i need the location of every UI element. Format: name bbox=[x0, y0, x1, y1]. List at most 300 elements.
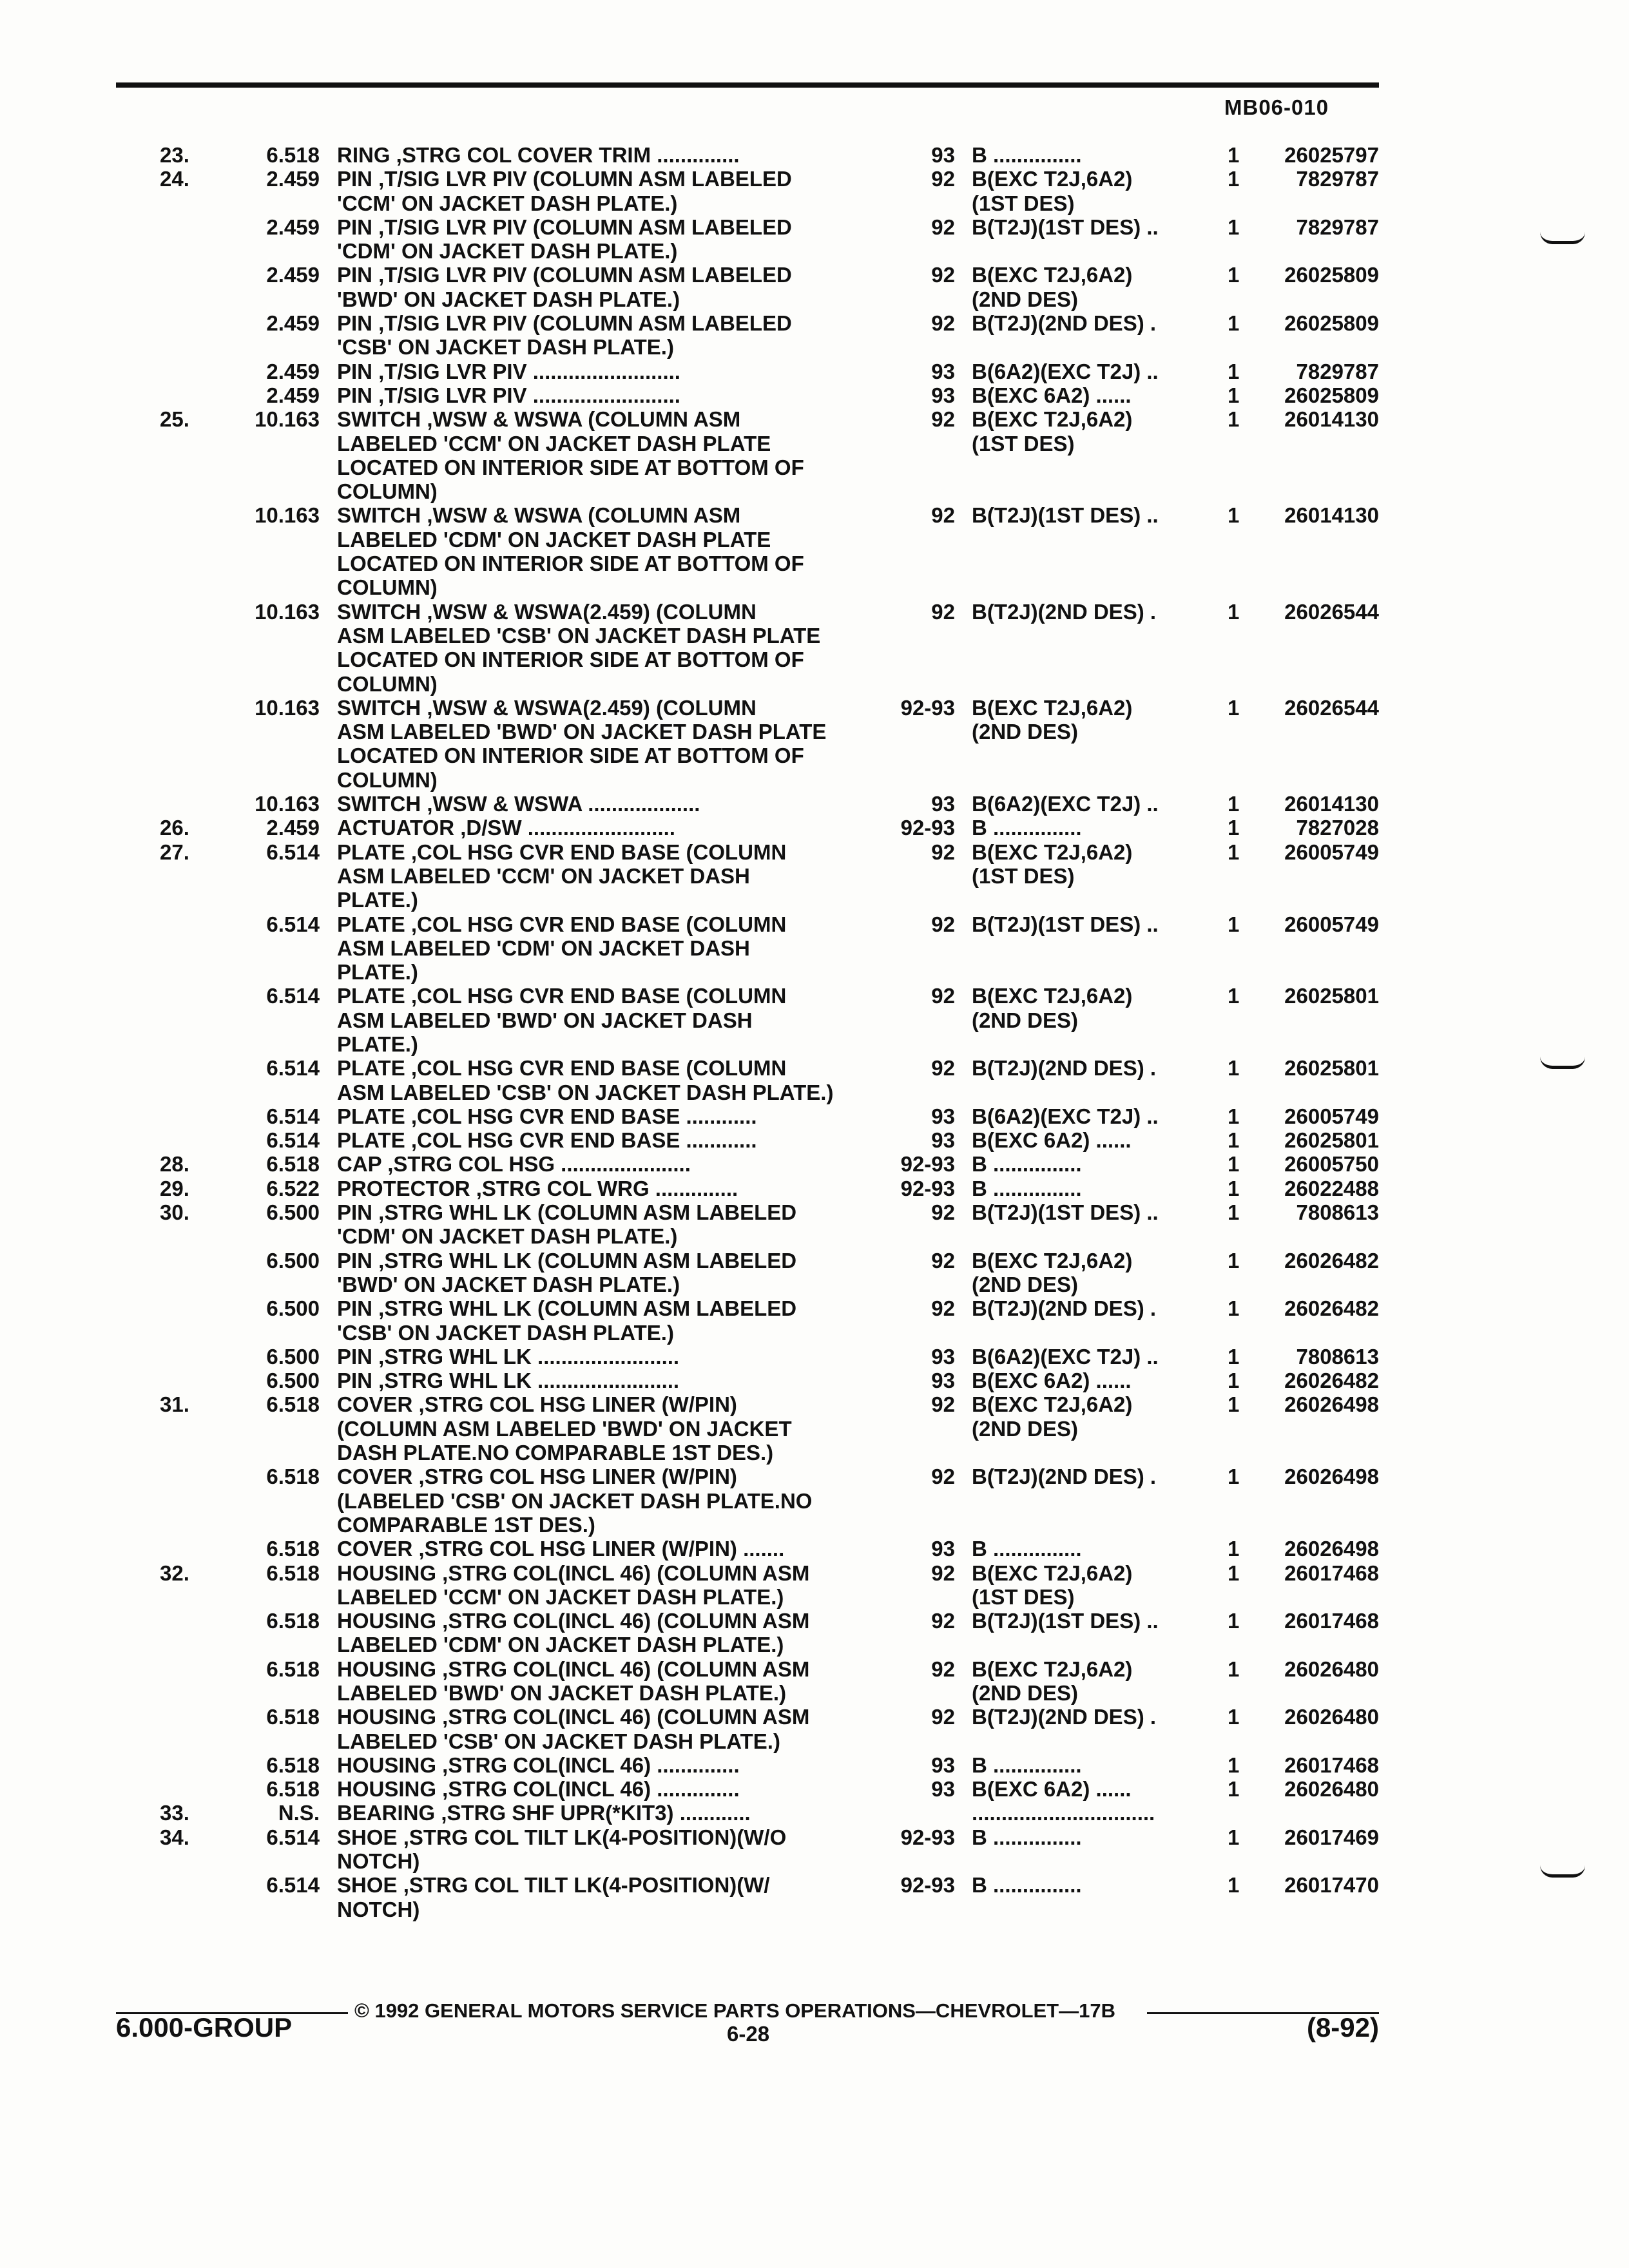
group-number: 6.518 bbox=[266, 1537, 320, 1561]
group-number: 2.459 bbox=[266, 816, 320, 840]
part-number: 26026498 bbox=[1284, 1537, 1379, 1561]
part-description: 'BWD' ON JACKET DASH PLATE.) bbox=[337, 1272, 680, 1296]
parts-row bbox=[0, 167, 1629, 191]
model-year: 92-93 bbox=[900, 695, 955, 720]
parts-row bbox=[0, 1032, 1629, 1056]
quantity: 1 bbox=[1228, 383, 1240, 407]
ref-number: 32. bbox=[160, 1561, 189, 1585]
parts-row bbox=[0, 287, 1629, 311]
parts-row bbox=[0, 1513, 1629, 1537]
quantity: 1 bbox=[1228, 503, 1240, 528]
series-code: B(EXC 6A2) ...... bbox=[972, 1777, 1132, 1802]
part-number: 7829787 bbox=[1296, 215, 1379, 239]
part-number: 26025801 bbox=[1284, 984, 1379, 1008]
part-description: PLATE ,COL HSG CVR END BASE (COLUMN bbox=[337, 840, 787, 864]
parts-row bbox=[0, 1849, 1629, 1873]
part-number: 7808613 bbox=[1296, 1344, 1379, 1369]
parts-row bbox=[0, 1081, 1629, 1104]
quantity: 1 bbox=[1228, 311, 1240, 336]
series-code: (1ST DES) bbox=[972, 431, 1075, 456]
part-description: 'CDM' ON JACKET DASH PLATE.) bbox=[337, 1224, 678, 1249]
model-year: 92-93 bbox=[900, 1152, 955, 1177]
ref-number: 29. bbox=[160, 1176, 189, 1200]
part-description: PIN ,T/SIG LVR PIV ......................... bbox=[337, 359, 680, 383]
part-description: LABELED 'CDM' ON JACKET DASH PLATE bbox=[337, 527, 771, 552]
series-code: B(EXC T2J,6A2) bbox=[972, 407, 1133, 432]
series-code: B(6A2)(EXC T2J) .. bbox=[972, 359, 1159, 383]
part-description: PIN ,STRG WHL LK (COLUMN ASM LABELED bbox=[337, 1296, 797, 1321]
quantity: 1 bbox=[1228, 167, 1240, 191]
group-number: 10.163 bbox=[255, 695, 320, 720]
part-description: HOUSING ,STRG COL(INCL 46) .............. bbox=[337, 1753, 740, 1777]
part-description: NOTCH) bbox=[337, 1849, 420, 1874]
part-number: 26017468 bbox=[1284, 1561, 1379, 1585]
group-number: 10.163 bbox=[255, 407, 320, 432]
part-number: 26025809 bbox=[1284, 383, 1379, 407]
part-description: PIN ,STRG WHL LK ........................ bbox=[337, 1344, 680, 1369]
series-code: B(EXC 6A2) ...... bbox=[972, 1369, 1132, 1393]
parts-row bbox=[0, 1825, 1629, 1849]
part-number: 26005749 bbox=[1284, 1104, 1379, 1128]
part-description: PLATE.) bbox=[337, 960, 418, 985]
parts-row bbox=[0, 936, 1629, 960]
group-number: 6.518 bbox=[266, 1657, 320, 1681]
part-description: PLATE ,COL HSG CVR END BASE (COLUMN bbox=[337, 1056, 787, 1081]
model-year: 93 bbox=[931, 792, 955, 816]
part-description: PIN ,T/SIG LVR PIV (COLUMN ASM LABELED bbox=[337, 215, 792, 239]
part-description: 'CCM' ON JACKET DASH PLATE.) bbox=[337, 191, 678, 215]
parts-row bbox=[0, 1801, 1629, 1825]
group-number: 6.514 bbox=[266, 912, 320, 936]
parts-row bbox=[0, 1609, 1629, 1633]
group-number: 6.518 bbox=[266, 1152, 320, 1177]
parts-row bbox=[0, 1177, 1629, 1200]
parts-row bbox=[0, 888, 1629, 912]
group-number: 10.163 bbox=[255, 792, 320, 816]
series-code: B ............... bbox=[972, 1176, 1082, 1200]
model-year: 93 bbox=[931, 1753, 955, 1777]
quantity: 1 bbox=[1228, 816, 1240, 840]
part-number: 26025801 bbox=[1284, 1128, 1379, 1153]
group-number: 6.500 bbox=[266, 1200, 320, 1225]
parts-row bbox=[0, 407, 1629, 431]
part-description: ASM LABELED 'CSB' ON JACKET DASH PLATE.) bbox=[337, 1080, 834, 1104]
ref-number: 31. bbox=[160, 1392, 189, 1417]
series-code: B(T2J)(1ST DES) .. bbox=[972, 503, 1159, 528]
model-year: 92 bbox=[931, 503, 955, 528]
quantity: 1 bbox=[1228, 984, 1240, 1008]
part-number: 7827028 bbox=[1296, 816, 1379, 840]
parts-row bbox=[0, 528, 1629, 552]
quantity: 1 bbox=[1228, 599, 1240, 624]
parts-row bbox=[0, 1321, 1629, 1345]
series-code: B(EXC T2J,6A2) bbox=[972, 695, 1133, 720]
parts-row bbox=[0, 1873, 1629, 1897]
model-year: 93 bbox=[931, 1104, 955, 1128]
model-year: 92 bbox=[931, 984, 955, 1008]
parts-row bbox=[0, 432, 1629, 456]
model-year: 92 bbox=[931, 1248, 955, 1273]
parts-row bbox=[0, 1369, 1629, 1392]
group-number: 6.518 bbox=[266, 1465, 320, 1489]
parts-row bbox=[0, 912, 1629, 936]
part-description: SWITCH ,WSW & WSWA(2.459) (COLUMN bbox=[337, 599, 757, 624]
series-code: B(T2J)(1ST DES) .. bbox=[972, 912, 1159, 936]
part-description: PLATE.) bbox=[337, 888, 418, 912]
group-number: 6.522 bbox=[266, 1176, 320, 1200]
part-number: 26014130 bbox=[1284, 792, 1379, 816]
part-description: (COLUMN ASM LABELED 'BWD' ON JACKET bbox=[337, 1416, 792, 1441]
group-number: 2.459 bbox=[266, 383, 320, 407]
part-description: HOUSING ,STRG COL(INCL 46) (COLUMN ASM bbox=[337, 1705, 810, 1729]
model-year: 92 bbox=[931, 840, 955, 864]
part-number: 26025809 bbox=[1284, 311, 1379, 336]
quantity: 1 bbox=[1228, 1465, 1240, 1489]
parts-row bbox=[0, 1345, 1629, 1369]
parts-row bbox=[0, 1296, 1629, 1320]
quantity: 1 bbox=[1228, 359, 1240, 383]
part-description: PLATE ,COL HSG CVR END BASE ............ bbox=[337, 1128, 757, 1153]
group-number: 6.514 bbox=[266, 1128, 320, 1153]
group-number: 6.518 bbox=[266, 1753, 320, 1777]
footer-copyright: © 1992 GENERAL MOTORS SERVICE PARTS OPERATIONS—CHEVROLET—17B bbox=[354, 1999, 1115, 2022]
group-number: 6.518 bbox=[266, 1392, 320, 1417]
series-code: (1ST DES) bbox=[972, 1584, 1075, 1609]
model-year: 93 bbox=[931, 1777, 955, 1802]
group-number: 6.500 bbox=[266, 1296, 320, 1321]
quantity: 1 bbox=[1228, 215, 1240, 239]
model-year: 92 bbox=[931, 167, 955, 191]
parts-row bbox=[0, 1561, 1629, 1585]
model-year: 93 bbox=[931, 359, 955, 383]
parts-row bbox=[0, 239, 1629, 263]
part-description: ASM LABELED 'BWD' ON JACKET DASH PLATE bbox=[337, 720, 827, 744]
quantity: 1 bbox=[1228, 143, 1240, 167]
ref-number: 33. bbox=[160, 1801, 189, 1825]
series-code: (1ST DES) bbox=[972, 191, 1075, 215]
part-description: PIN ,STRG WHL LK (COLUMN ASM LABELED bbox=[337, 1248, 797, 1273]
series-code: B(T2J)(2ND DES) . bbox=[972, 599, 1157, 624]
parts-row bbox=[0, 984, 1629, 1008]
series-code: B ............... bbox=[972, 1825, 1082, 1849]
part-description: SWITCH ,WSW & WSWA ................... bbox=[337, 792, 700, 816]
part-description: LABELED 'BWD' ON JACKET DASH PLATE.) bbox=[337, 1681, 787, 1705]
parts-row bbox=[0, 215, 1629, 239]
parts-row bbox=[0, 1224, 1629, 1248]
series-code: B(T2J)(2ND DES) . bbox=[972, 1056, 1157, 1081]
model-year: 92-93 bbox=[900, 816, 955, 840]
quantity: 1 bbox=[1228, 263, 1240, 287]
quantity: 1 bbox=[1228, 912, 1240, 936]
ref-number: 26. bbox=[160, 816, 189, 840]
series-code: B(EXC 6A2) ...... bbox=[972, 1128, 1132, 1153]
model-year: 92-93 bbox=[900, 1825, 955, 1849]
group-number: 6.518 bbox=[266, 1705, 320, 1729]
part-description: SHOE ,STRG COL TILT LK(4-POSITION)(W/ bbox=[337, 1873, 770, 1898]
part-description: BEARING ,STRG SHF UPR(*KIT3) ............ bbox=[337, 1801, 751, 1825]
group-number: 2.459 bbox=[266, 263, 320, 287]
group-number: 6.518 bbox=[266, 1609, 320, 1633]
part-description: COVER ,STRG COL HSG LINER (W/PIN) bbox=[337, 1465, 737, 1489]
series-code: B(EXC T2J,6A2) bbox=[972, 167, 1133, 191]
model-year: 93 bbox=[931, 143, 955, 167]
series-code: B(T2J)(1ST DES) .. bbox=[972, 215, 1159, 239]
part-description: LABELED 'CSB' ON JACKET DASH PLATE.) bbox=[337, 1729, 780, 1753]
series-code: B(T2J)(2ND DES) . bbox=[972, 1465, 1157, 1489]
part-description: HOUSING ,STRG COL(INCL 46) (COLUMN ASM bbox=[337, 1657, 810, 1681]
parts-row bbox=[0, 383, 1629, 407]
quantity: 1 bbox=[1228, 1200, 1240, 1225]
parts-row bbox=[0, 479, 1629, 503]
series-code: (2ND DES) bbox=[972, 720, 1079, 744]
model-year: 92 bbox=[931, 311, 955, 336]
model-year: 92 bbox=[931, 1561, 955, 1585]
part-description: COLUMN) bbox=[337, 575, 438, 600]
part-number: 26026482 bbox=[1284, 1369, 1379, 1393]
part-description: LOCATED ON INTERIOR SIDE AT BOTTOM OF bbox=[337, 455, 804, 479]
part-description: LABELED 'CDM' ON JACKET DASH PLATE.) bbox=[337, 1633, 784, 1657]
part-description: LABELED 'CCM' ON JACKET DASH PLATE.) bbox=[337, 1584, 784, 1609]
model-year: 92 bbox=[931, 912, 955, 936]
parts-row bbox=[0, 1152, 1629, 1176]
quantity: 1 bbox=[1228, 1825, 1240, 1849]
quantity: 1 bbox=[1228, 1705, 1240, 1729]
part-description: SWITCH ,WSW & WSWA(2.459) (COLUMN bbox=[337, 695, 757, 720]
part-description: LOCATED ON INTERIOR SIDE AT BOTTOM OF bbox=[337, 552, 804, 576]
part-number: 26005749 bbox=[1284, 840, 1379, 864]
model-year: 92 bbox=[931, 1705, 955, 1729]
series-code: (1ST DES) bbox=[972, 863, 1075, 888]
model-year: 93 bbox=[931, 1128, 955, 1153]
series-code: B(EXC T2J,6A2) bbox=[972, 263, 1133, 287]
parts-row bbox=[0, 335, 1629, 359]
quantity: 1 bbox=[1228, 1369, 1240, 1393]
part-description: COVER ,STRG COL HSG LINER (W/PIN) ....... bbox=[337, 1537, 785, 1561]
parts-row bbox=[0, 1392, 1629, 1416]
parts-row bbox=[0, 1585, 1629, 1609]
part-number: 26026482 bbox=[1284, 1248, 1379, 1273]
footer-page-number: 6-28 bbox=[727, 2022, 770, 2046]
parts-list bbox=[0, 143, 1629, 1921]
parts-row bbox=[0, 1657, 1629, 1681]
series-code: B(6A2)(EXC T2J) .. bbox=[972, 1344, 1159, 1369]
group-number: 2.459 bbox=[266, 311, 320, 336]
quantity: 1 bbox=[1228, 1537, 1240, 1561]
group-number: 6.514 bbox=[266, 1056, 320, 1081]
series-code: B(EXC T2J,6A2) bbox=[972, 984, 1133, 1008]
group-number: 6.500 bbox=[266, 1344, 320, 1369]
part-description: SWITCH ,WSW & WSWA (COLUMN ASM bbox=[337, 407, 741, 432]
parts-row bbox=[0, 1200, 1629, 1224]
series-code: B(EXC T2J,6A2) bbox=[972, 840, 1133, 864]
series-code: B ............... bbox=[972, 1873, 1082, 1898]
parts-row bbox=[0, 456, 1629, 479]
model-year: 93 bbox=[931, 1537, 955, 1561]
parts-row bbox=[0, 1489, 1629, 1513]
group-number: 10.163 bbox=[255, 599, 320, 624]
parts-row bbox=[0, 1417, 1629, 1441]
part-description: PROTECTOR ,STRG COL WRG .............. bbox=[337, 1176, 738, 1200]
ref-number: 28. bbox=[160, 1152, 189, 1177]
quantity: 1 bbox=[1228, 1056, 1240, 1081]
quantity: 1 bbox=[1228, 840, 1240, 864]
part-description: ACTUATOR ,D/SW ......................... bbox=[337, 816, 675, 840]
series-code: B ............... bbox=[972, 1753, 1082, 1777]
part-number: 7829787 bbox=[1296, 359, 1379, 383]
part-description: RING ,STRG COL COVER TRIM .............. bbox=[337, 143, 740, 167]
part-description: (LABELED 'CSB' ON JACKET DASH PLATE.NO bbox=[337, 1488, 813, 1513]
series-code: B ............... bbox=[972, 1537, 1082, 1561]
quantity: 1 bbox=[1228, 1392, 1240, 1417]
group-number: 6.500 bbox=[266, 1369, 320, 1393]
model-year: 92 bbox=[931, 1392, 955, 1417]
ref-number: 25. bbox=[160, 407, 189, 432]
series-code: B ............... bbox=[972, 1152, 1082, 1177]
series-code: B(6A2)(EXC T2J) .. bbox=[972, 792, 1159, 816]
quantity: 1 bbox=[1228, 1104, 1240, 1128]
quantity: 1 bbox=[1228, 1609, 1240, 1633]
part-description: COVER ,STRG COL HSG LINER (W/PIN) bbox=[337, 1392, 737, 1417]
part-description: COLUMN) bbox=[337, 671, 438, 696]
page-id: MB06-010 bbox=[1224, 95, 1329, 119]
series-code: B(T2J)(2ND DES) . bbox=[972, 1296, 1157, 1321]
part-number: 26025797 bbox=[1284, 143, 1379, 167]
series-code: (2ND DES) bbox=[972, 1272, 1079, 1296]
series-code: B ............... bbox=[972, 816, 1082, 840]
parts-row bbox=[0, 672, 1629, 696]
model-year: 92 bbox=[931, 215, 955, 239]
model-year: 92-93 bbox=[900, 1176, 955, 1200]
part-number: 26005749 bbox=[1284, 912, 1379, 936]
series-code: (2ND DES) bbox=[972, 1008, 1079, 1032]
parts-row bbox=[0, 191, 1629, 215]
series-code: B ............... bbox=[972, 143, 1082, 167]
parts-row bbox=[0, 1128, 1629, 1152]
ref-number: 23. bbox=[160, 143, 189, 167]
series-code: (2ND DES) bbox=[972, 1681, 1079, 1705]
part-number: 26026498 bbox=[1284, 1392, 1379, 1417]
part-number: 26025809 bbox=[1284, 263, 1379, 287]
parts-row bbox=[0, 311, 1629, 335]
parts-row bbox=[0, 1441, 1629, 1465]
quantity: 1 bbox=[1228, 1248, 1240, 1273]
part-description: COLUMN) bbox=[337, 767, 438, 792]
model-year: 92 bbox=[931, 1657, 955, 1681]
series-code: B(EXC T2J,6A2) bbox=[972, 1392, 1133, 1417]
series-code: B(T2J)(1ST DES) .. bbox=[972, 1200, 1159, 1225]
part-number: 26014130 bbox=[1284, 407, 1379, 432]
model-year: 92 bbox=[931, 1200, 955, 1225]
group-number: 2.459 bbox=[266, 167, 320, 191]
part-description: 'CSB' ON JACKET DASH PLATE.) bbox=[337, 335, 674, 360]
part-description: COMPARABLE 1ST DES.) bbox=[337, 1512, 595, 1537]
part-number: 26005750 bbox=[1284, 1152, 1379, 1177]
footer-group: 6.000-GROUP bbox=[116, 2012, 293, 2042]
parts-row bbox=[0, 263, 1629, 287]
parts-row bbox=[0, 1008, 1629, 1032]
parts-row bbox=[0, 575, 1629, 599]
parts-row bbox=[0, 1273, 1629, 1296]
parts-row bbox=[0, 648, 1629, 671]
parts-row bbox=[0, 1104, 1629, 1128]
part-number: 26026482 bbox=[1284, 1296, 1379, 1321]
quantity: 1 bbox=[1228, 1561, 1240, 1585]
margin-mark bbox=[1540, 1865, 1585, 1878]
parts-row bbox=[0, 816, 1629, 840]
parts-row bbox=[0, 840, 1629, 864]
series-code: B(T2J)(2ND DES) . bbox=[972, 311, 1157, 336]
parts-row bbox=[0, 1249, 1629, 1273]
part-number: 26026480 bbox=[1284, 1705, 1379, 1729]
group-number: 6.514 bbox=[266, 984, 320, 1008]
part-number: 26017468 bbox=[1284, 1609, 1379, 1633]
margin-mark bbox=[1540, 1057, 1585, 1069]
model-year: 92 bbox=[931, 1609, 955, 1633]
part-description: PIN ,T/SIG LVR PIV ......................... bbox=[337, 383, 680, 407]
part-number: 26026498 bbox=[1284, 1465, 1379, 1489]
part-number: 26017468 bbox=[1284, 1753, 1379, 1777]
model-year: 93 bbox=[931, 1344, 955, 1369]
parts-row bbox=[0, 503, 1629, 527]
parts-row bbox=[0, 600, 1629, 624]
part-description: LOCATED ON INTERIOR SIDE AT BOTTOM OF bbox=[337, 648, 804, 672]
series-code: B(T2J)(1ST DES) .. bbox=[972, 1609, 1159, 1633]
series-code: B(T2J)(2ND DES) . bbox=[972, 1705, 1157, 1729]
part-number: 26017470 bbox=[1284, 1873, 1379, 1898]
part-description: PLATE.) bbox=[337, 1032, 418, 1056]
part-description: LABELED 'CCM' ON JACKET DASH PLATE bbox=[337, 431, 771, 456]
model-year: 92 bbox=[931, 263, 955, 287]
group-number: 6.518 bbox=[266, 1561, 320, 1585]
series-code: (2ND DES) bbox=[972, 287, 1079, 311]
group-number: 6.500 bbox=[266, 1248, 320, 1273]
part-description: PLATE ,COL HSG CVR END BASE ............ bbox=[337, 1104, 757, 1128]
model-year: 92 bbox=[931, 1056, 955, 1081]
parts-row bbox=[0, 360, 1629, 383]
model-year: 92-93 bbox=[900, 1873, 955, 1898]
footer-date: (8-92) bbox=[1306, 2012, 1379, 2042]
series-code: B(6A2)(EXC T2J) .. bbox=[972, 1104, 1159, 1128]
part-number: 26026480 bbox=[1284, 1657, 1379, 1681]
ref-number: 24. bbox=[160, 167, 189, 191]
part-description: NOTCH) bbox=[337, 1897, 420, 1921]
series-code: B(EXC T2J,6A2) bbox=[972, 1248, 1133, 1273]
parts-row bbox=[0, 960, 1629, 984]
parts-row bbox=[0, 696, 1629, 720]
model-year: 92 bbox=[931, 407, 955, 432]
quantity: 1 bbox=[1228, 1128, 1240, 1153]
quantity: 1 bbox=[1228, 1296, 1240, 1321]
part-number: 26026480 bbox=[1284, 1777, 1379, 1802]
part-description: 'BWD' ON JACKET DASH PLATE.) bbox=[337, 287, 680, 311]
part-description: PIN ,STRG WHL LK (COLUMN ASM LABELED bbox=[337, 1200, 797, 1225]
model-year: 93 bbox=[931, 1369, 955, 1393]
group-number: 6.518 bbox=[266, 143, 320, 167]
parts-row bbox=[0, 1681, 1629, 1705]
part-description: ASM LABELED 'CSB' ON JACKET DASH PLATE bbox=[337, 623, 821, 648]
ref-number: 30. bbox=[160, 1200, 189, 1225]
part-description: HOUSING ,STRG COL(INCL 46) (COLUMN ASM bbox=[337, 1609, 810, 1633]
part-description: PIN ,T/SIG LVR PIV (COLUMN ASM LABELED bbox=[337, 311, 792, 336]
series-code: B(EXC 6A2) ...... bbox=[972, 383, 1132, 407]
ref-number: 34. bbox=[160, 1825, 189, 1849]
part-description: CAP ,STRG COL HSG ...................... bbox=[337, 1152, 691, 1177]
parts-row bbox=[0, 143, 1629, 167]
quantity: 1 bbox=[1228, 695, 1240, 720]
quantity: 1 bbox=[1228, 1657, 1240, 1681]
quantity: 1 bbox=[1228, 407, 1240, 432]
part-description: PLATE ,COL HSG CVR END BASE (COLUMN bbox=[337, 912, 787, 936]
